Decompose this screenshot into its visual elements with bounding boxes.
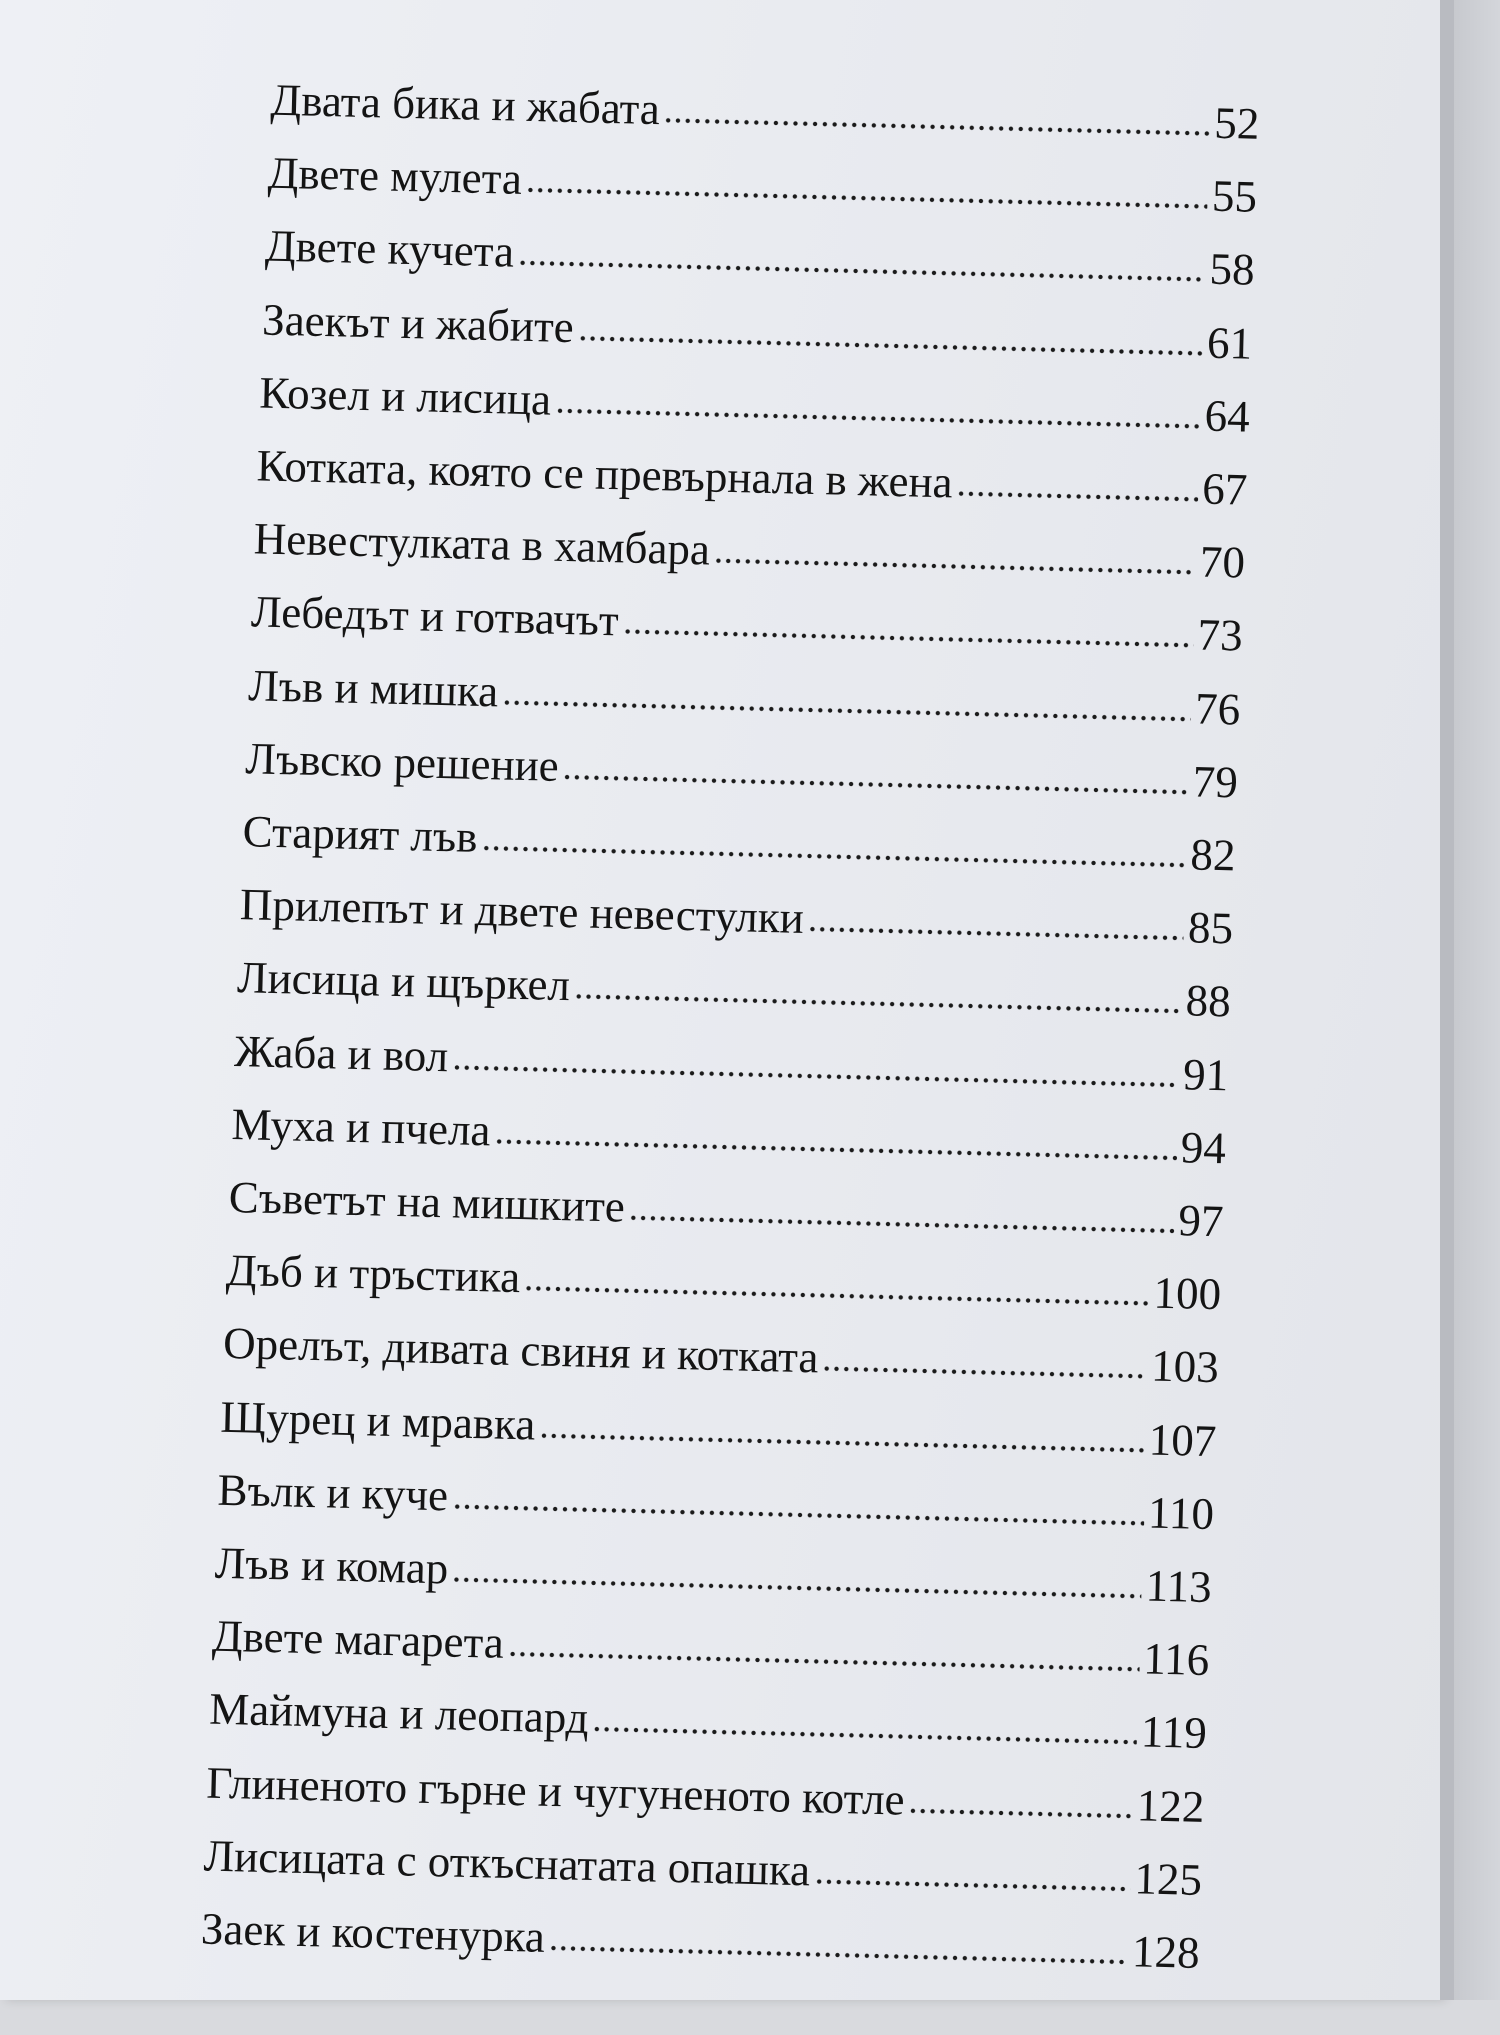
book-cover-edge bbox=[1454, 0, 1500, 2000]
toc-entry-title: Жаба и вол bbox=[233, 1025, 449, 1081]
toc-entry-page-number: 107 bbox=[1148, 1414, 1217, 1466]
toc-entry bbox=[223, 1313, 1220, 1397]
toc-entry-title: Двата бика и жабата bbox=[270, 74, 661, 135]
toc-entry-page-number: 79 bbox=[1192, 756, 1239, 808]
toc-entry-page-number: 61 bbox=[1206, 317, 1253, 369]
toc-entry-title: Двете кучета bbox=[264, 220, 515, 278]
toc-entry bbox=[242, 801, 1236, 885]
dot-leader bbox=[956, 491, 1198, 503]
toc-entry-title: Глиненото гърне и чугуненото котле bbox=[205, 1757, 906, 1825]
toc-entry-title: Муха и пчела bbox=[231, 1098, 492, 1156]
toc-entry-page-number: 122 bbox=[1136, 1779, 1206, 1832]
toc-entry-title: Козел и лисица bbox=[258, 367, 552, 425]
dot-leader bbox=[562, 774, 1188, 795]
toc-entry-title: Двете мулета bbox=[267, 147, 523, 204]
dot-leader bbox=[622, 629, 1193, 649]
toc-entry-page-number: 82 bbox=[1189, 829, 1237, 881]
toc-entry-page-number: 67 bbox=[1201, 463, 1249, 515]
toc-entry-title: Лебедът и готвачът bbox=[250, 586, 620, 646]
toc-entry bbox=[256, 435, 1248, 519]
toc-entry bbox=[259, 362, 1251, 446]
toc-entry-page-number: 97 bbox=[1177, 1195, 1225, 1247]
toc-entry-title: Лисица и щъркел bbox=[236, 952, 571, 1011]
toc-entry-title: Прилепът и двете невестулки bbox=[239, 879, 805, 944]
toc-entry bbox=[267, 143, 1258, 227]
toc-entry bbox=[231, 1094, 1227, 1178]
toc-entry-page-number: 113 bbox=[1145, 1560, 1213, 1613]
dot-leader bbox=[507, 1651, 1139, 1672]
toc-entry-page-number: 94 bbox=[1180, 1121, 1227, 1174]
toc-entry-page-number: 110 bbox=[1147, 1487, 1215, 1539]
dot-leader bbox=[822, 1366, 1147, 1380]
toc-entry-page-number: 88 bbox=[1185, 975, 1232, 1027]
toc-entry-page-number: 52 bbox=[1213, 97, 1260, 149]
toc-entry-title: Дъб и тръстика bbox=[225, 1245, 521, 1303]
dot-leader bbox=[494, 1138, 1177, 1161]
toc-entry bbox=[264, 216, 1255, 300]
toc-entry-page-number: 76 bbox=[1194, 683, 1241, 735]
toc-entry bbox=[217, 1460, 1215, 1544]
dot-leader bbox=[526, 187, 1208, 210]
dot-leader bbox=[502, 699, 1191, 722]
dot-leader bbox=[807, 926, 1183, 941]
toc-entry bbox=[270, 70, 1260, 154]
toc-entry-page-number: 116 bbox=[1142, 1633, 1210, 1686]
dot-leader bbox=[577, 335, 1203, 356]
toc-entry-page-number: 73 bbox=[1197, 609, 1244, 661]
toc-entry bbox=[239, 874, 1234, 958]
toc-entry-title: Заекът и жабите bbox=[261, 294, 575, 352]
toc-entry bbox=[248, 655, 1241, 739]
toc-entry-page-number: 103 bbox=[1150, 1340, 1220, 1393]
toc-entry-page-number: 91 bbox=[1182, 1048, 1229, 1100]
dot-leader bbox=[908, 1807, 1132, 1818]
dot-leader bbox=[714, 558, 1196, 576]
toc-entry bbox=[220, 1386, 1217, 1470]
toc-entry-page-number: 100 bbox=[1153, 1267, 1222, 1320]
toc-entry-title: Лисицата с откъснатата опашка bbox=[203, 1830, 811, 1896]
dot-leader bbox=[592, 1726, 1136, 1745]
toc-entry bbox=[209, 1679, 1208, 1763]
toc-entry-title: Старият лъв bbox=[242, 806, 479, 862]
dot-leader bbox=[663, 117, 1210, 136]
toc-entry-page-number: 119 bbox=[1140, 1706, 1208, 1759]
dot-leader bbox=[481, 845, 1186, 868]
dot-leader bbox=[452, 1503, 1144, 1526]
toc-entry bbox=[211, 1606, 1210, 1690]
toc-entry-title: Щурец и мравка bbox=[219, 1391, 536, 1450]
toc-entry bbox=[228, 1167, 1224, 1251]
toc-entry bbox=[236, 947, 1231, 1031]
toc-entry-title: Невестулката в хамбара bbox=[253, 513, 711, 575]
toc-entry-title: Лъв и комар bbox=[214, 1537, 449, 1594]
toc-entry bbox=[262, 289, 1253, 373]
toc-entry-title: Вълк и куче bbox=[217, 1464, 449, 1521]
toc-entry-title: Двете магарета bbox=[211, 1610, 505, 1668]
toc-entry-title: Котката, която се превърнала в жена bbox=[256, 440, 954, 508]
toc-entry-page-number: 125 bbox=[1133, 1853, 1203, 1905]
toc-entry bbox=[250, 582, 1243, 666]
toc-entry-page-number: 55 bbox=[1211, 170, 1258, 222]
toc-entry-title: Орелът, дивата свиня и котката bbox=[222, 1318, 820, 1383]
toc-entry bbox=[253, 509, 1246, 593]
toc-entry bbox=[245, 728, 1239, 812]
dot-leader bbox=[548, 1945, 1127, 1965]
toc-entry bbox=[214, 1533, 1212, 1617]
toc-entry-page-number: 70 bbox=[1199, 536, 1246, 588]
toc-entry-title: Маймуна и леопард bbox=[208, 1684, 590, 1744]
toc-entry-title: Лъвско решение bbox=[244, 733, 560, 791]
toc-entry-page-number: 128 bbox=[1131, 1926, 1201, 1978]
toc-entry-title: Лъв и мишка bbox=[247, 659, 499, 716]
dot-leader bbox=[814, 1878, 1131, 1892]
dot-leader bbox=[629, 1215, 1175, 1234]
dot-leader bbox=[555, 407, 1201, 429]
toc-entry bbox=[203, 1825, 1203, 1909]
toc-entry bbox=[234, 1021, 1229, 1105]
page-edge bbox=[1440, 0, 1454, 2000]
dot-leader bbox=[539, 1432, 1145, 1453]
toc-entry-page-number: 58 bbox=[1208, 244, 1256, 296]
toc-entry bbox=[200, 1898, 1200, 1982]
toc-entry bbox=[225, 1240, 1222, 1324]
toc-entry bbox=[206, 1752, 1205, 1836]
dot-leader bbox=[524, 1285, 1150, 1306]
toc-entry-title: Заек и костенурка bbox=[200, 1903, 546, 1962]
dot-leader bbox=[452, 1064, 1179, 1088]
toc-entry-title: Съветът на мишките bbox=[228, 1171, 626, 1232]
dot-leader bbox=[452, 1577, 1142, 1600]
dot-leader bbox=[574, 994, 1182, 1015]
toc-entry-page-number: 64 bbox=[1204, 390, 1251, 442]
dot-leader bbox=[518, 260, 1206, 283]
toc-entry-page-number: 85 bbox=[1187, 902, 1234, 954]
